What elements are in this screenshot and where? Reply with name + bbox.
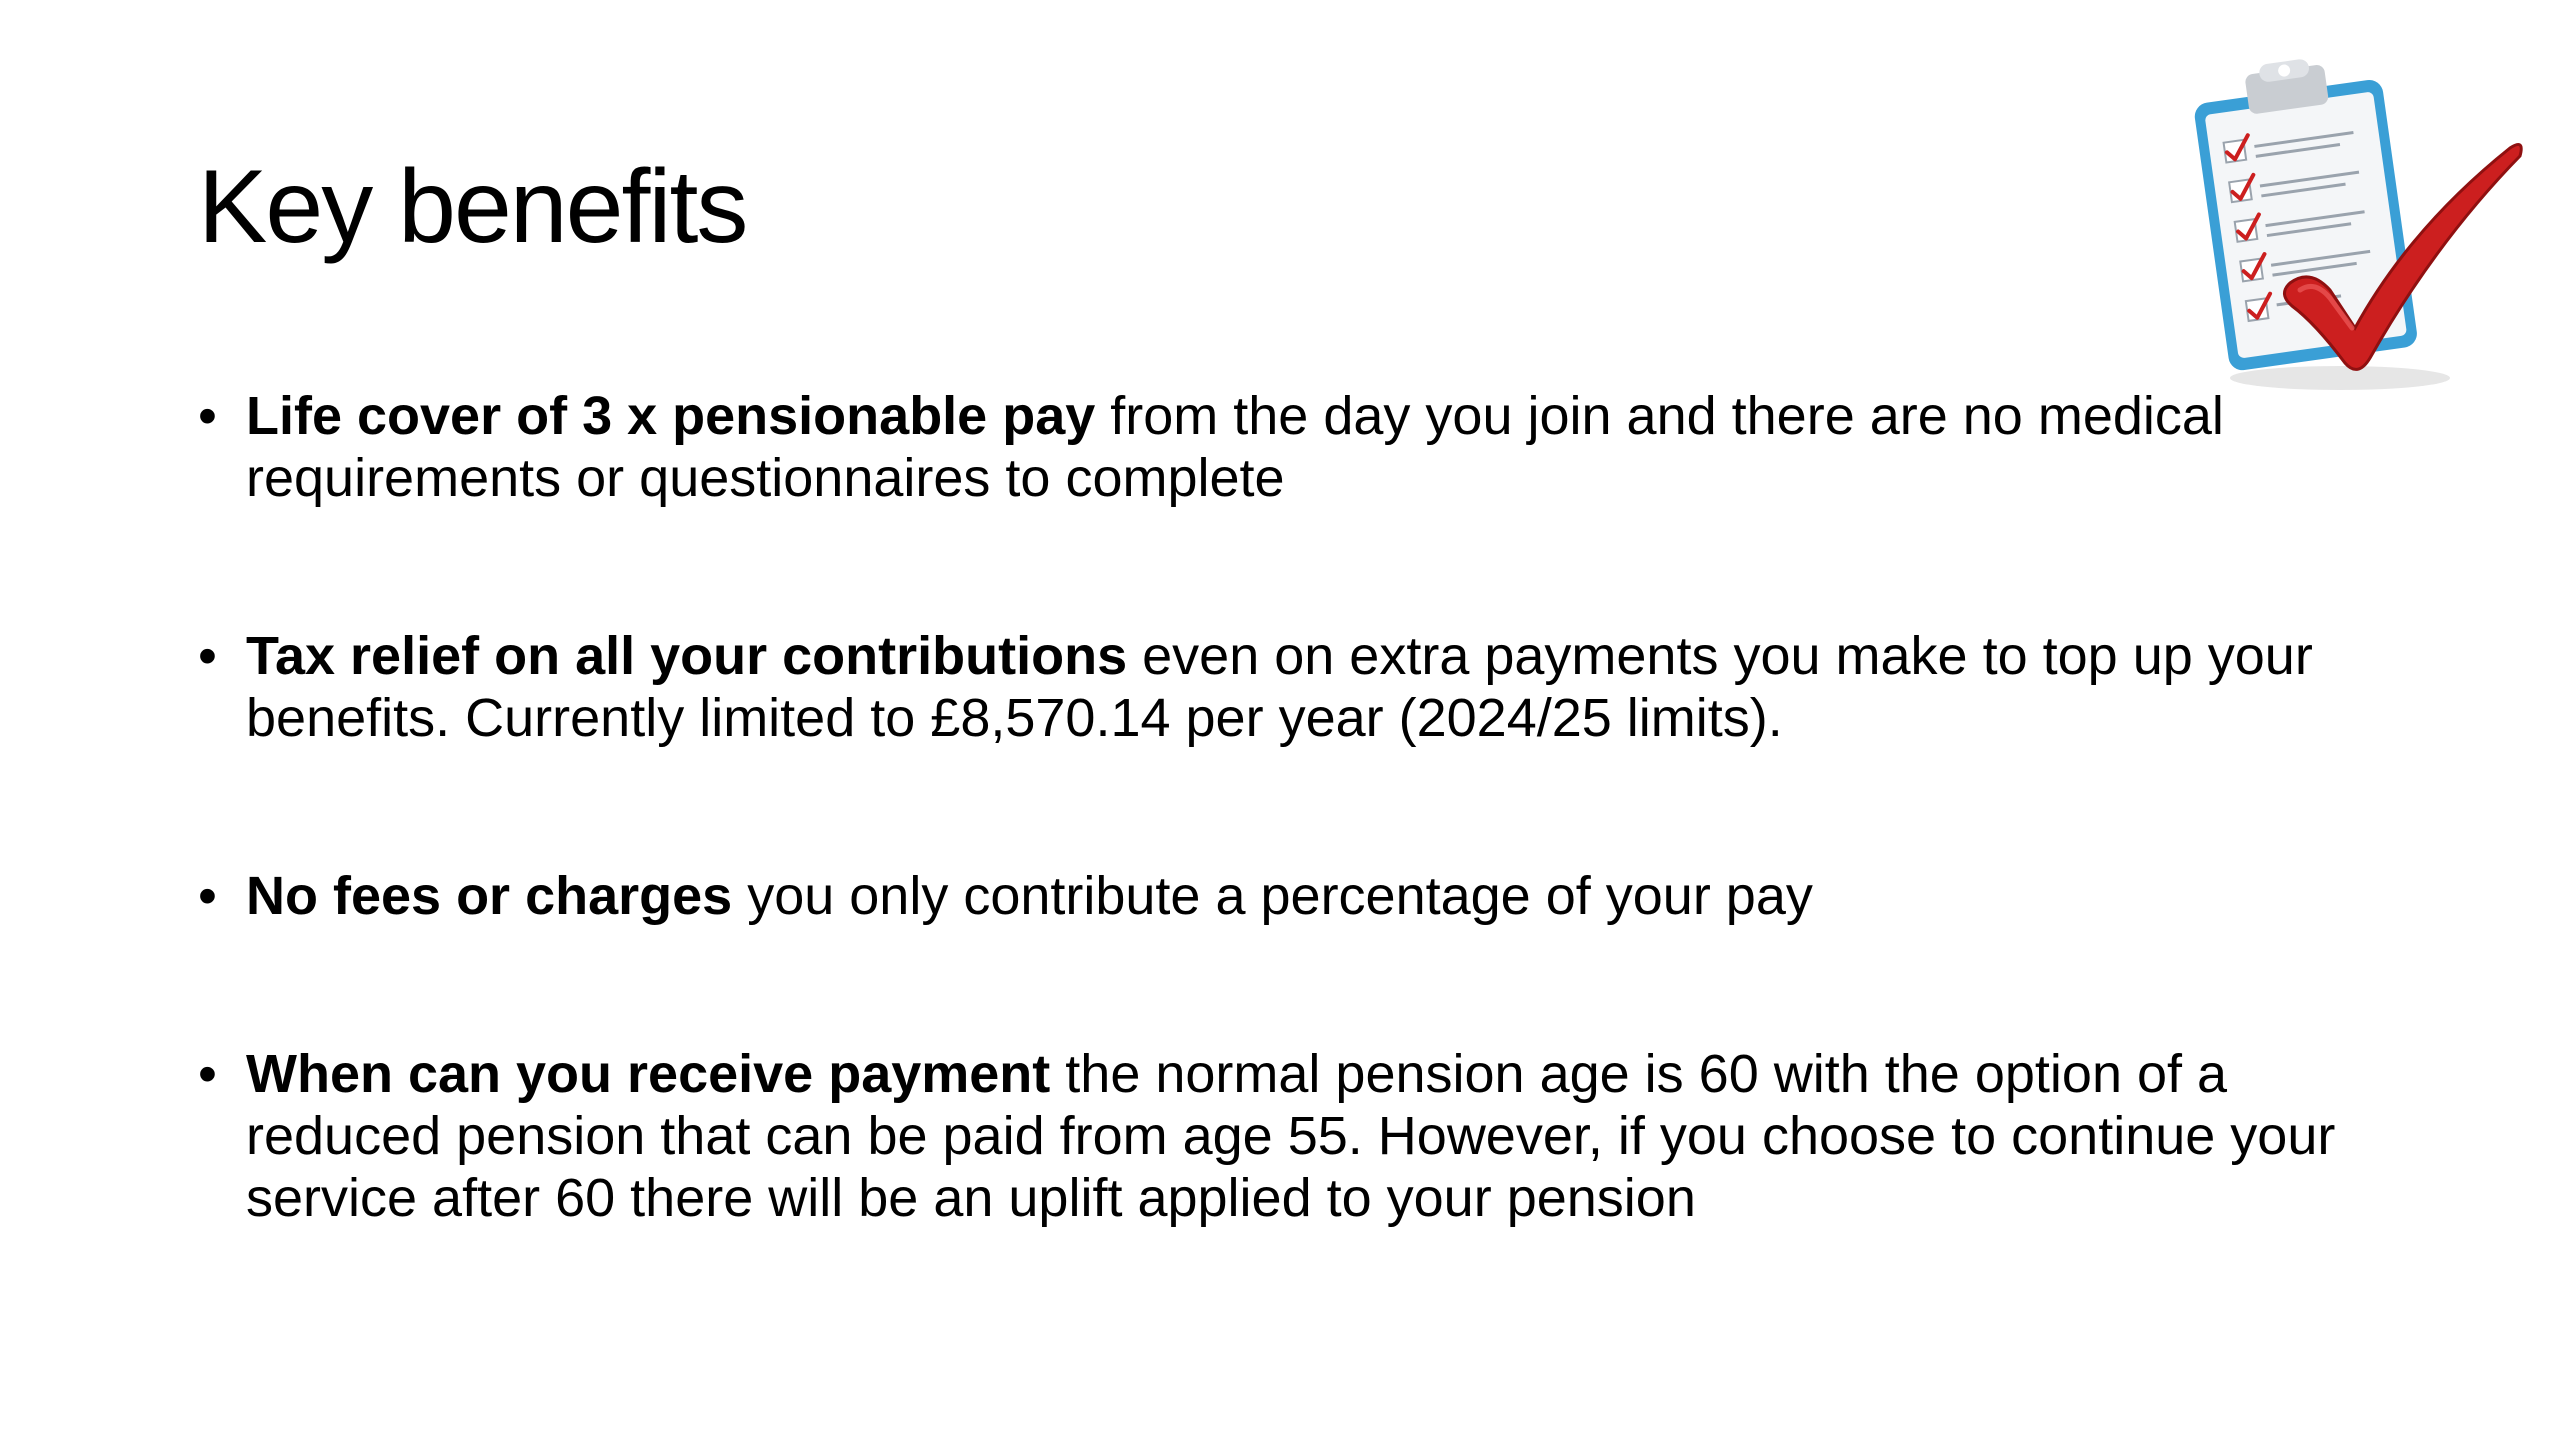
bullet-text: you only contribute a percentage of your pay [732,866,1813,926]
clipboard-checklist-icon [2180,28,2530,408]
benefits-list [198,385,2398,1229]
bullet-text: even on extra payments you make to top up your benefits. Currently limited to £8,570.14 per year (2024/25 limits). [246,626,2313,748]
bullet-icon: • [198,1044,217,1104]
bullet-icon: • [198,386,217,446]
bullet-lead: Life cover of 3 x pensionable pay [246,386,1096,446]
bullet-icon: • [198,866,217,926]
bullet-lead: When can you receive payment [246,1044,1051,1104]
list-item [198,385,2398,509]
bullet-lead: Tax relief on all your contributions [246,626,1128,686]
bullet-text: the normal pension age is 60 with the option of a reduced pension that can be paid from age 55. However, if you choose to continue your service after 60 there will be an uplift applied to your pension [246,1044,2336,1228]
list-item [198,865,2398,927]
bullet-icon: • [198,626,217,686]
slide-title: Key benefits [198,149,747,265]
bullet-lead: No fees or charges [246,866,733,926]
list-item [198,1043,2398,1229]
list-item [198,625,2398,749]
bullet-text: from the day you join and there are no medical requirements or questionnaires to complete [246,386,2224,508]
